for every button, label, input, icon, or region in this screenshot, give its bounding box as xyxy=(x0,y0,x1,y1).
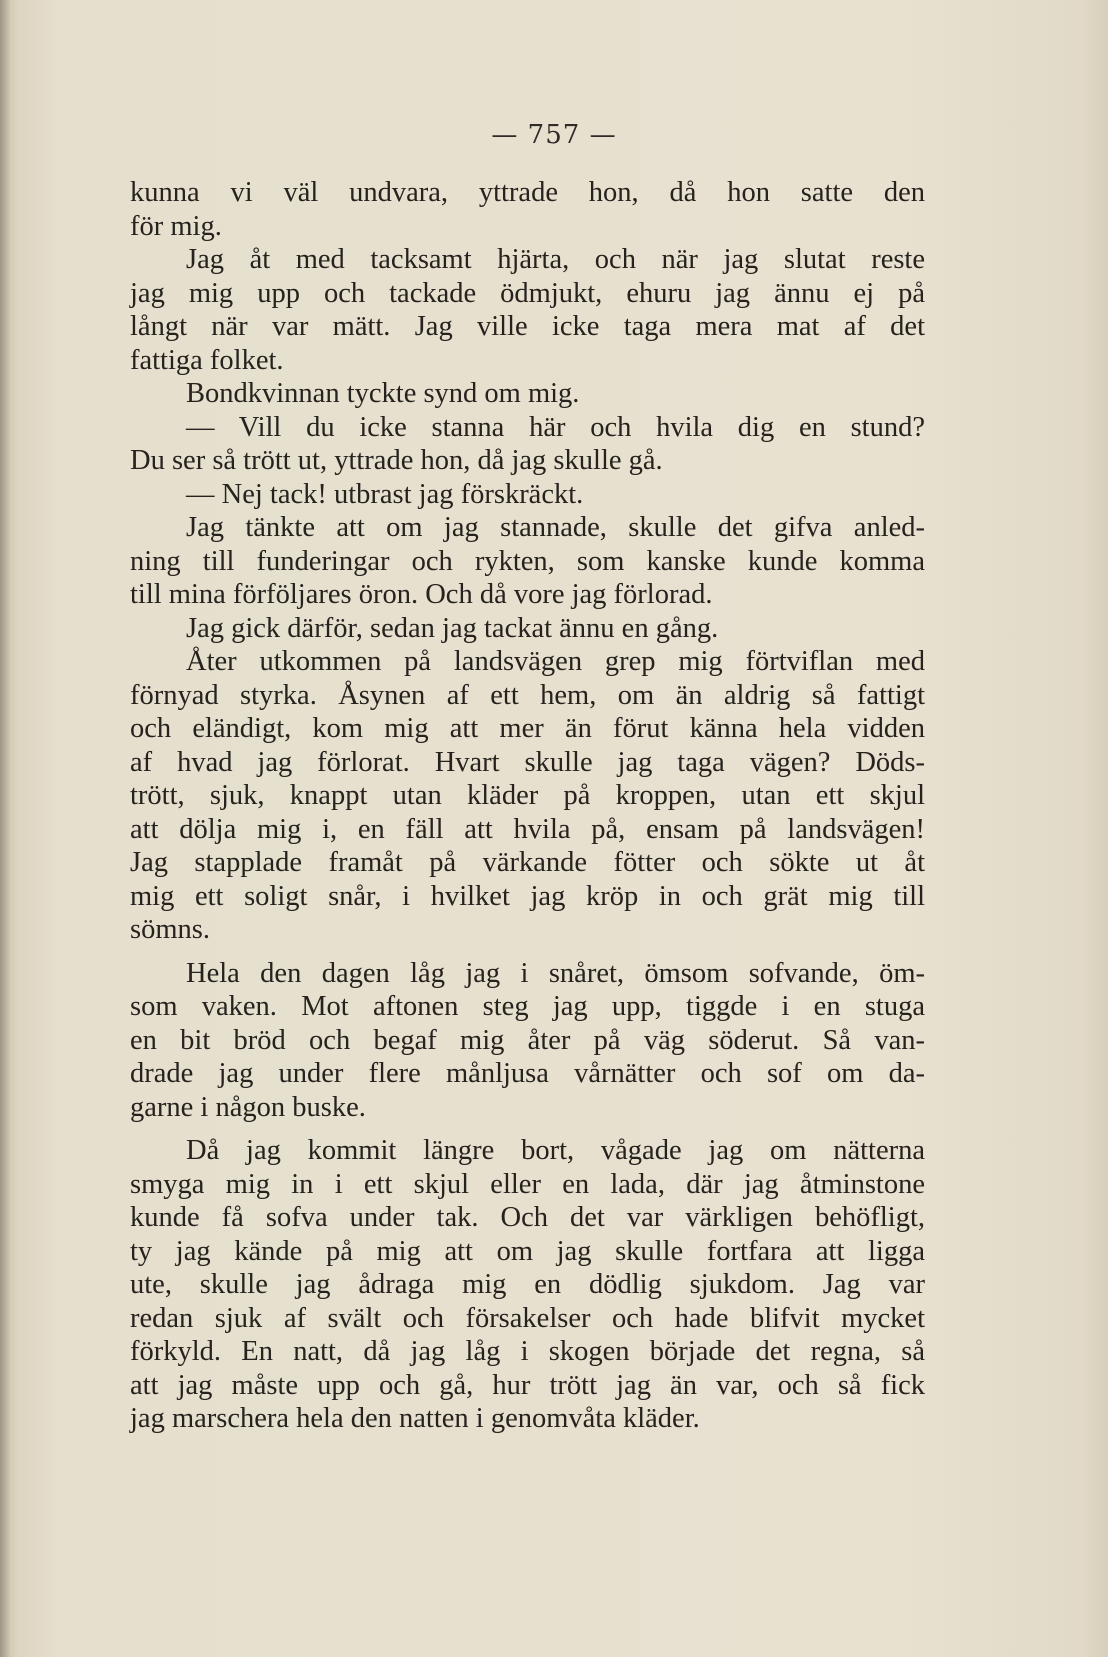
text-line: att jag måste upp och gå, hur trött jag än var, och så fick xyxy=(130,1369,925,1401)
text-line: fattiga folket. xyxy=(130,344,284,376)
text-line: Bondkvinnan tyckte synd om mig. xyxy=(186,378,580,409)
text-line: trött, sjuk, knappt utan kläder på kroppen, utan ett skjul xyxy=(130,780,925,811)
paragraph xyxy=(130,411,925,478)
text-line: jag marschera hela den natten i genomvåta kläder. xyxy=(130,1403,700,1434)
text-line: ute, skulle jag ådraga mig en dödlig sjukdom. Jag var xyxy=(130,1269,925,1300)
text-line: mig ett soligt snår, i hvilket jag kröp in och grät mig till xyxy=(130,880,925,912)
body-text xyxy=(130,176,925,1436)
text-line: drade jag under flere månljusa vårnätter och sof om da- xyxy=(130,1058,925,1089)
paragraph xyxy=(130,243,925,377)
paragraph xyxy=(130,478,925,512)
paragraph xyxy=(130,957,925,1125)
text-line: att dölja mig i, en fäll att hvila på, ensam på landsvägen! xyxy=(130,813,925,845)
text-line: kunna vi väl undvara, yttrade hon, då hon satte den xyxy=(130,177,925,208)
text-line: sömns. xyxy=(130,914,210,945)
text-line: Åter utkommen på landsvägen grep mig förtviflan med xyxy=(186,646,925,677)
text-line: förkyld. En natt, då jag låg i skogen började det regna, så xyxy=(130,1336,925,1367)
text-line: en bit bröd och begaf mig åter på väg söderut. Så van- xyxy=(130,1024,925,1056)
text-line: garne i någon buske. xyxy=(130,1091,366,1123)
text-line: ning till funderingar och rykten, som kanske kunde komma xyxy=(130,545,925,577)
page-number: — 757 — xyxy=(491,120,617,150)
text-line: — Vill du icke stanna här och hvila dig en stund? xyxy=(186,411,925,443)
text-line: redan sjuk af svält och försakelser och hade blifvit mycket xyxy=(130,1302,925,1334)
text-line: af hvad jag förlorat. Hvart skulle jag taga vägen? Döds- xyxy=(130,746,925,778)
paragraph xyxy=(130,612,925,646)
text-line: Jag stapplade framåt på värkande fötter och sökte ut åt xyxy=(130,847,925,878)
paragraph xyxy=(130,645,925,947)
text-line: Jag gick därför, sedan jag tackat ännu en gång. xyxy=(186,612,719,644)
text-line: Hela den dagen låg jag i snåret, ömsom sofvande, öm- xyxy=(186,957,925,989)
paragraph xyxy=(130,176,925,243)
text-line: smyga mig in i ett skjul eller en lada, där jag åtminstone xyxy=(130,1168,925,1200)
text-line: förnyad styrka. Åsynen af ett hem, om än aldrig så fattigt xyxy=(130,679,925,711)
text-line: Jag åt med tacksamt hjärta, och när jag slutat reste xyxy=(186,244,925,275)
text-line: jag mig upp och tackade ödmjukt, ehuru jag ännu ej på xyxy=(130,277,925,309)
paragraph-gap xyxy=(130,947,925,957)
text-line: Då jag kommit längre bort, vågade jag om nätterna xyxy=(186,1135,925,1166)
text-line: och eländigt, kom mig att mer än förut känna hela vidden xyxy=(130,713,925,744)
paragraph xyxy=(130,377,925,411)
text-line: som vaken. Mot aftonen steg jag upp, tiggde i en stuga xyxy=(130,991,925,1022)
text-line: till mina förföljares öron. Och då vore jag förlorad. xyxy=(130,579,713,610)
page-edge xyxy=(0,0,10,1657)
text-line: — Nej tack! utbrast jag förskräckt. xyxy=(186,478,584,510)
paragraph xyxy=(130,1134,925,1436)
text-line: Du ser så trött ut, yttrade hon, då jag skulle gå. xyxy=(130,445,663,476)
text-line: Jag tänkte att om jag stannade, skulle det gifva anled- xyxy=(186,512,925,543)
text-line: kunde få sofva under tak. Och det var värkligen behöfligt, xyxy=(130,1202,925,1233)
text-line: för mig. xyxy=(130,210,222,242)
text-line: långt när var mätt. Jag ville icke taga mera mat af det xyxy=(130,311,925,342)
paragraph xyxy=(130,511,925,612)
text-line: ty jag kände på mig att om jag skulle fortfara att ligga xyxy=(130,1235,925,1267)
paragraph-gap xyxy=(130,1124,925,1134)
